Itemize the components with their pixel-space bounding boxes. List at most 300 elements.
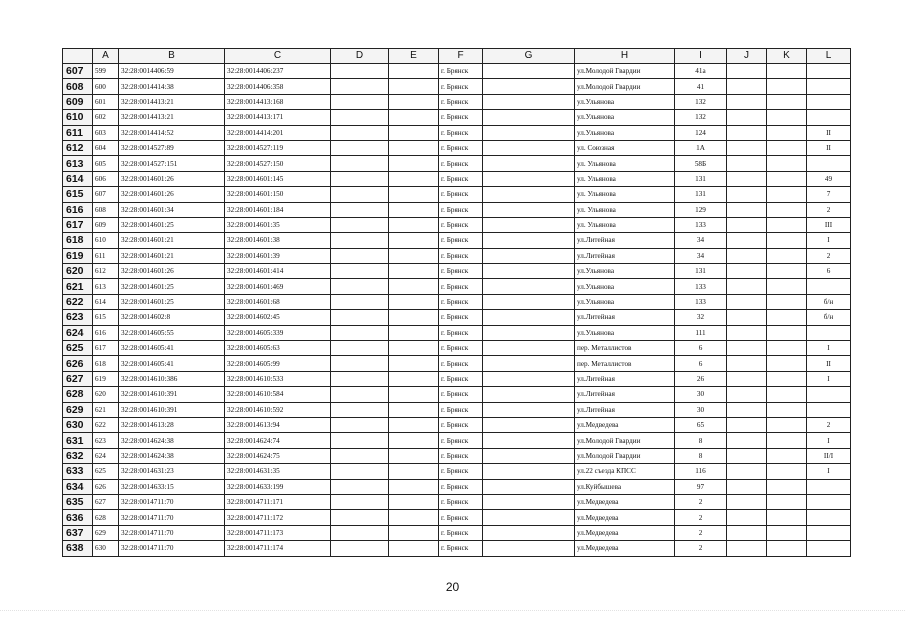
cell[interactable]: 629 — [93, 525, 119, 540]
cell[interactable] — [767, 448, 807, 463]
cell[interactable] — [727, 371, 767, 386]
cell[interactable]: 6 — [807, 264, 851, 279]
cell[interactable]: ул.Молодой Гвардии — [575, 433, 675, 448]
row-number[interactable]: 630 — [63, 417, 93, 432]
cell[interactable] — [331, 310, 389, 325]
cell[interactable]: г. Брянск — [439, 294, 483, 309]
cell[interactable]: 32:28:0014711:172 — [225, 510, 331, 525]
cell[interactable]: 132 — [675, 110, 727, 125]
cell[interactable] — [389, 94, 439, 109]
cell[interactable] — [767, 140, 807, 155]
column-header[interactable]: C — [225, 49, 331, 64]
cell[interactable]: 124 — [675, 125, 727, 140]
row-number[interactable]: 638 — [63, 541, 93, 556]
row-number[interactable]: 625 — [63, 341, 93, 356]
cell[interactable] — [389, 171, 439, 186]
cell[interactable] — [331, 156, 389, 171]
cell[interactable] — [331, 479, 389, 494]
cell[interactable]: 32:28:0014633:15 — [119, 479, 225, 494]
cell[interactable] — [483, 64, 575, 79]
cell[interactable]: 32:28:0014610:386 — [119, 371, 225, 386]
cell[interactable] — [331, 125, 389, 140]
cell[interactable]: 628 — [93, 510, 119, 525]
cell[interactable]: I — [807, 341, 851, 356]
cell[interactable] — [331, 217, 389, 232]
cell[interactable] — [727, 356, 767, 371]
cell[interactable]: г. Брянск — [439, 233, 483, 248]
cell[interactable] — [389, 233, 439, 248]
cell[interactable]: 32:28:0014527:89 — [119, 140, 225, 155]
cell[interactable] — [727, 125, 767, 140]
cell[interactable]: г. Брянск — [439, 510, 483, 525]
row-number[interactable]: 608 — [63, 79, 93, 94]
cell[interactable]: 626 — [93, 479, 119, 494]
cell[interactable]: 32:28:0014610:592 — [225, 402, 331, 417]
cell[interactable] — [807, 79, 851, 94]
cell[interactable]: 2 — [807, 202, 851, 217]
cell[interactable]: 603 — [93, 125, 119, 140]
cell[interactable]: 611 — [93, 248, 119, 263]
cell[interactable] — [727, 110, 767, 125]
cell[interactable]: г. Брянск — [439, 64, 483, 79]
cell[interactable] — [331, 248, 389, 263]
cell[interactable] — [767, 525, 807, 540]
cell[interactable]: г. Брянск — [439, 79, 483, 94]
cell[interactable] — [331, 494, 389, 509]
cell[interactable] — [331, 356, 389, 371]
cell[interactable]: 2 — [675, 494, 727, 509]
cell[interactable] — [727, 341, 767, 356]
cell[interactable]: 601 — [93, 94, 119, 109]
cell[interactable]: 32:28:0014605:55 — [119, 325, 225, 340]
cell[interactable] — [727, 248, 767, 263]
cell[interactable]: ул. Ульянова — [575, 187, 675, 202]
row-number[interactable]: 616 — [63, 202, 93, 217]
cell[interactable]: 616 — [93, 325, 119, 340]
cell[interactable] — [483, 356, 575, 371]
cell[interactable] — [331, 464, 389, 479]
cell[interactable] — [727, 402, 767, 417]
cell[interactable] — [331, 325, 389, 340]
row-number[interactable]: 613 — [63, 156, 93, 171]
cell[interactable] — [767, 202, 807, 217]
cell[interactable] — [727, 448, 767, 463]
cell[interactable] — [727, 140, 767, 155]
cell[interactable] — [727, 294, 767, 309]
cell[interactable] — [727, 525, 767, 540]
cell[interactable]: 32:28:0014601:21 — [119, 233, 225, 248]
cell[interactable]: г. Брянск — [439, 464, 483, 479]
row-number[interactable]: 622 — [63, 294, 93, 309]
cell[interactable]: 2 — [807, 248, 851, 263]
cell[interactable] — [331, 417, 389, 432]
row-number[interactable]: 627 — [63, 371, 93, 386]
row-number[interactable]: 624 — [63, 325, 93, 340]
cell[interactable] — [767, 356, 807, 371]
cell[interactable]: 32:28:0014414:52 — [119, 125, 225, 140]
column-header[interactable]: H — [575, 49, 675, 64]
cell[interactable]: 32:28:0014406:358 — [225, 79, 331, 94]
cell[interactable] — [727, 79, 767, 94]
cell[interactable] — [331, 64, 389, 79]
cell[interactable]: ул. Ульянова — [575, 202, 675, 217]
cell[interactable] — [807, 525, 851, 540]
cell[interactable]: 32:28:0014633:199 — [225, 479, 331, 494]
row-number[interactable]: 614 — [63, 171, 93, 186]
cell[interactable]: 32:28:0014413:171 — [225, 110, 331, 125]
cell[interactable] — [483, 264, 575, 279]
cell[interactable] — [767, 479, 807, 494]
cell[interactable] — [483, 417, 575, 432]
cell[interactable] — [727, 479, 767, 494]
cell[interactable]: 6 — [675, 341, 727, 356]
cell[interactable] — [727, 217, 767, 232]
cell[interactable] — [483, 125, 575, 140]
cell[interactable] — [727, 279, 767, 294]
cell[interactable] — [767, 387, 807, 402]
cell[interactable]: 608 — [93, 202, 119, 217]
cell[interactable] — [727, 64, 767, 79]
cell[interactable]: г. Брянск — [439, 140, 483, 155]
cell[interactable]: 630 — [93, 541, 119, 556]
cell[interactable] — [807, 64, 851, 79]
cell[interactable]: 624 — [93, 448, 119, 463]
cell[interactable] — [483, 217, 575, 232]
cell[interactable]: пер. Металлистов — [575, 356, 675, 371]
cell[interactable]: 32:28:0014413:168 — [225, 94, 331, 109]
cell[interactable]: 2 — [675, 525, 727, 540]
cell[interactable]: г. Брянск — [439, 279, 483, 294]
cell[interactable]: ул. Ульянова — [575, 171, 675, 186]
cell[interactable]: 32:28:0014527:151 — [119, 156, 225, 171]
cell[interactable]: ул.Медведева — [575, 525, 675, 540]
cell[interactable]: 605 — [93, 156, 119, 171]
cell[interactable] — [767, 294, 807, 309]
cell[interactable] — [767, 248, 807, 263]
column-header[interactable]: E — [389, 49, 439, 64]
cell[interactable]: 32:28:0014624:75 — [225, 448, 331, 463]
cell[interactable] — [483, 479, 575, 494]
cell[interactable]: 133 — [675, 294, 727, 309]
cell[interactable]: 2 — [675, 541, 727, 556]
cell[interactable]: 604 — [93, 140, 119, 155]
cell[interactable] — [389, 510, 439, 525]
cell[interactable] — [767, 310, 807, 325]
row-number[interactable]: 629 — [63, 402, 93, 417]
cell[interactable]: 41а — [675, 64, 727, 79]
cell[interactable]: 613 — [93, 279, 119, 294]
cell[interactable]: ул. Ульянова — [575, 156, 675, 171]
cell[interactable] — [483, 140, 575, 155]
cell[interactable] — [483, 464, 575, 479]
cell[interactable] — [767, 79, 807, 94]
cell[interactable]: II — [807, 356, 851, 371]
cell[interactable]: ул.Ульянова — [575, 325, 675, 340]
cell[interactable]: 7 — [807, 187, 851, 202]
cell[interactable]: ул.Молодой Гвардии — [575, 64, 675, 79]
cell[interactable]: 49 — [807, 171, 851, 186]
cell[interactable]: ул.Медведева — [575, 541, 675, 556]
cell[interactable]: II/I — [807, 448, 851, 463]
cell[interactable]: 32:28:0014527:119 — [225, 140, 331, 155]
cell[interactable]: 1А — [675, 140, 727, 155]
cell[interactable] — [331, 294, 389, 309]
row-number[interactable]: 631 — [63, 433, 93, 448]
row-number[interactable]: 621 — [63, 279, 93, 294]
cell[interactable] — [767, 510, 807, 525]
cell[interactable] — [807, 110, 851, 125]
cell[interactable] — [767, 541, 807, 556]
cell[interactable]: 600 — [93, 79, 119, 94]
cell[interactable]: I — [807, 464, 851, 479]
cell[interactable] — [727, 202, 767, 217]
cell[interactable] — [331, 279, 389, 294]
cell[interactable] — [331, 110, 389, 125]
cell[interactable]: ул.Литейная — [575, 402, 675, 417]
cell[interactable]: г. Брянск — [439, 479, 483, 494]
cell[interactable] — [331, 387, 389, 402]
cell[interactable]: I — [807, 371, 851, 386]
cell[interactable] — [767, 402, 807, 417]
cell[interactable]: 32:28:0014601:39 — [225, 248, 331, 263]
cell[interactable] — [767, 341, 807, 356]
cell[interactable] — [727, 310, 767, 325]
cell[interactable] — [331, 448, 389, 463]
column-header[interactable]: L — [807, 49, 851, 64]
cell[interactable]: I — [807, 433, 851, 448]
cell[interactable] — [767, 233, 807, 248]
cell[interactable]: 32:28:0014602:8 — [119, 310, 225, 325]
cell[interactable] — [483, 248, 575, 263]
cell[interactable] — [483, 510, 575, 525]
row-number[interactable]: 633 — [63, 464, 93, 479]
cell[interactable] — [727, 94, 767, 109]
cell[interactable]: ул.Ульянова — [575, 110, 675, 125]
row-number[interactable]: 611 — [63, 125, 93, 140]
cell[interactable] — [807, 510, 851, 525]
cell[interactable]: ул. Союзная — [575, 140, 675, 155]
row-number[interactable]: 609 — [63, 94, 93, 109]
cell[interactable]: 32:28:0014601:21 — [119, 248, 225, 263]
cell[interactable]: 32:28:0014414:201 — [225, 125, 331, 140]
cell[interactable] — [807, 387, 851, 402]
cell[interactable] — [331, 171, 389, 186]
cell[interactable] — [807, 325, 851, 340]
cell[interactable]: г. Брянск — [439, 156, 483, 171]
cell[interactable] — [389, 156, 439, 171]
cell[interactable]: г. Брянск — [439, 494, 483, 509]
cell[interactable]: 32:28:0014601:25 — [119, 217, 225, 232]
cell[interactable]: 34 — [675, 248, 727, 263]
cell[interactable]: 32:28:0014601:26 — [119, 264, 225, 279]
cell[interactable] — [389, 341, 439, 356]
cell[interactable] — [389, 371, 439, 386]
cell[interactable] — [483, 541, 575, 556]
cell[interactable]: 132 — [675, 94, 727, 109]
cell[interactable]: б/н — [807, 294, 851, 309]
cell[interactable]: 32:28:0014610:584 — [225, 387, 331, 402]
cell[interactable] — [727, 187, 767, 202]
cell[interactable]: г. Брянск — [439, 171, 483, 186]
column-header[interactable]: K — [767, 49, 807, 64]
cell[interactable] — [331, 341, 389, 356]
row-number[interactable]: 636 — [63, 510, 93, 525]
cell[interactable]: 32:28:0014601:68 — [225, 294, 331, 309]
row-number[interactable]: 619 — [63, 248, 93, 263]
cell[interactable]: 116 — [675, 464, 727, 479]
column-header[interactable]: J — [727, 49, 767, 64]
cell[interactable] — [331, 233, 389, 248]
cell[interactable] — [483, 171, 575, 186]
cell[interactable]: 32:28:0014624:38 — [119, 433, 225, 448]
cell[interactable]: 610 — [93, 233, 119, 248]
cell[interactable]: 6 — [675, 356, 727, 371]
cell[interactable] — [389, 202, 439, 217]
cell[interactable]: 32:28:0014711:70 — [119, 525, 225, 540]
row-number[interactable]: 634 — [63, 479, 93, 494]
column-header[interactable]: G — [483, 49, 575, 64]
cell[interactable]: 32:28:0014711:70 — [119, 541, 225, 556]
cell[interactable]: 620 — [93, 387, 119, 402]
cell[interactable]: г. Брянск — [439, 94, 483, 109]
cell[interactable] — [483, 156, 575, 171]
cell[interactable] — [727, 510, 767, 525]
cell[interactable] — [483, 371, 575, 386]
cell[interactable] — [331, 541, 389, 556]
cell[interactable]: 2 — [675, 510, 727, 525]
cell[interactable]: ул.Литейная — [575, 387, 675, 402]
cell[interactable]: ул.Молодой Гвардии — [575, 448, 675, 463]
cell[interactable] — [389, 140, 439, 155]
cell[interactable] — [331, 264, 389, 279]
cell[interactable]: 32:28:0014602:45 — [225, 310, 331, 325]
cell[interactable]: 32:28:0014711:171 — [225, 494, 331, 509]
row-number[interactable]: 620 — [63, 264, 93, 279]
cell[interactable]: г. Брянск — [439, 541, 483, 556]
cell[interactable] — [767, 187, 807, 202]
row-number[interactable]: 637 — [63, 525, 93, 540]
cell[interactable] — [767, 171, 807, 186]
cell[interactable] — [389, 279, 439, 294]
cell[interactable]: г. Брянск — [439, 217, 483, 232]
cell[interactable] — [389, 541, 439, 556]
cell[interactable] — [727, 417, 767, 432]
cell[interactable] — [807, 156, 851, 171]
cell[interactable] — [727, 464, 767, 479]
cell[interactable]: 32:28:0014711:174 — [225, 541, 331, 556]
cell[interactable] — [767, 417, 807, 432]
cell[interactable]: 32:28:0014610:533 — [225, 371, 331, 386]
cell[interactable]: г. Брянск — [439, 325, 483, 340]
cell[interactable]: ул.Ульянова — [575, 125, 675, 140]
cell[interactable]: 606 — [93, 171, 119, 186]
cell[interactable]: 32:28:0014631:35 — [225, 464, 331, 479]
cell[interactable] — [483, 294, 575, 309]
cell[interactable] — [389, 64, 439, 79]
cell[interactable]: б/н — [807, 310, 851, 325]
cell[interactable]: 614 — [93, 294, 119, 309]
cell[interactable]: 607 — [93, 187, 119, 202]
cell[interactable] — [389, 325, 439, 340]
cell[interactable] — [483, 525, 575, 540]
cell[interactable]: 32:28:0014406:237 — [225, 64, 331, 79]
cell[interactable] — [727, 494, 767, 509]
cell[interactable]: г. Брянск — [439, 310, 483, 325]
cell[interactable]: ул.Литейная — [575, 310, 675, 325]
column-header[interactable]: A — [93, 49, 119, 64]
cell[interactable] — [331, 140, 389, 155]
cell[interactable]: г. Брянск — [439, 371, 483, 386]
cell[interactable]: 615 — [93, 310, 119, 325]
row-number[interactable]: 618 — [63, 233, 93, 248]
cell[interactable] — [483, 110, 575, 125]
cell[interactable] — [389, 264, 439, 279]
cell[interactable]: 133 — [675, 279, 727, 294]
row-number[interactable]: 632 — [63, 448, 93, 463]
cell[interactable] — [483, 202, 575, 217]
cell[interactable]: г. Брянск — [439, 110, 483, 125]
cell[interactable] — [807, 494, 851, 509]
cell[interactable] — [331, 371, 389, 386]
cell[interactable]: пер. Металлистов — [575, 341, 675, 356]
cell[interactable]: 621 — [93, 402, 119, 417]
cell[interactable]: г. Брянск — [439, 448, 483, 463]
cell[interactable] — [483, 387, 575, 402]
cell[interactable]: 623 — [93, 433, 119, 448]
cell[interactable]: 32 — [675, 310, 727, 325]
cell[interactable]: 32:28:0014527:150 — [225, 156, 331, 171]
cell[interactable]: 599 — [93, 64, 119, 79]
cell[interactable]: 32:28:0014613:94 — [225, 417, 331, 432]
cell[interactable]: I — [807, 233, 851, 248]
cell[interactable]: ул.Медведева — [575, 510, 675, 525]
cell[interactable] — [727, 171, 767, 186]
row-number[interactable]: 635 — [63, 494, 93, 509]
cell[interactable]: 34 — [675, 233, 727, 248]
cell[interactable]: ул. Ульянова — [575, 217, 675, 232]
cell[interactable]: 131 — [675, 171, 727, 186]
cell[interactable]: г. Брянск — [439, 341, 483, 356]
cell[interactable]: ул.Ульянова — [575, 264, 675, 279]
cell[interactable] — [389, 125, 439, 140]
cell[interactable] — [483, 279, 575, 294]
cell[interactable] — [389, 79, 439, 94]
cell[interactable] — [389, 433, 439, 448]
cell[interactable] — [807, 279, 851, 294]
cell[interactable] — [767, 110, 807, 125]
cell[interactable]: 32:28:0014610:391 — [119, 387, 225, 402]
row-number[interactable]: 607 — [63, 64, 93, 79]
row-number[interactable]: 626 — [63, 356, 93, 371]
cell[interactable]: ул.Литейная — [575, 248, 675, 263]
cell[interactable]: ул.Литейная — [575, 233, 675, 248]
cell[interactable] — [767, 94, 807, 109]
cell[interactable]: г. Брянск — [439, 525, 483, 540]
cell[interactable] — [727, 325, 767, 340]
cell[interactable] — [331, 510, 389, 525]
cell[interactable]: ул.Куйбышева — [575, 479, 675, 494]
row-number[interactable]: 628 — [63, 387, 93, 402]
cell[interactable] — [767, 217, 807, 232]
cell[interactable]: 65 — [675, 417, 727, 432]
cell[interactable]: г. Брянск — [439, 125, 483, 140]
cell[interactable]: 131 — [675, 187, 727, 202]
cell[interactable]: 32:28:0014605:41 — [119, 341, 225, 356]
cell[interactable]: г. Брянск — [439, 202, 483, 217]
cell[interactable] — [483, 341, 575, 356]
cell[interactable]: 32:28:0014601:184 — [225, 202, 331, 217]
cell[interactable] — [483, 325, 575, 340]
